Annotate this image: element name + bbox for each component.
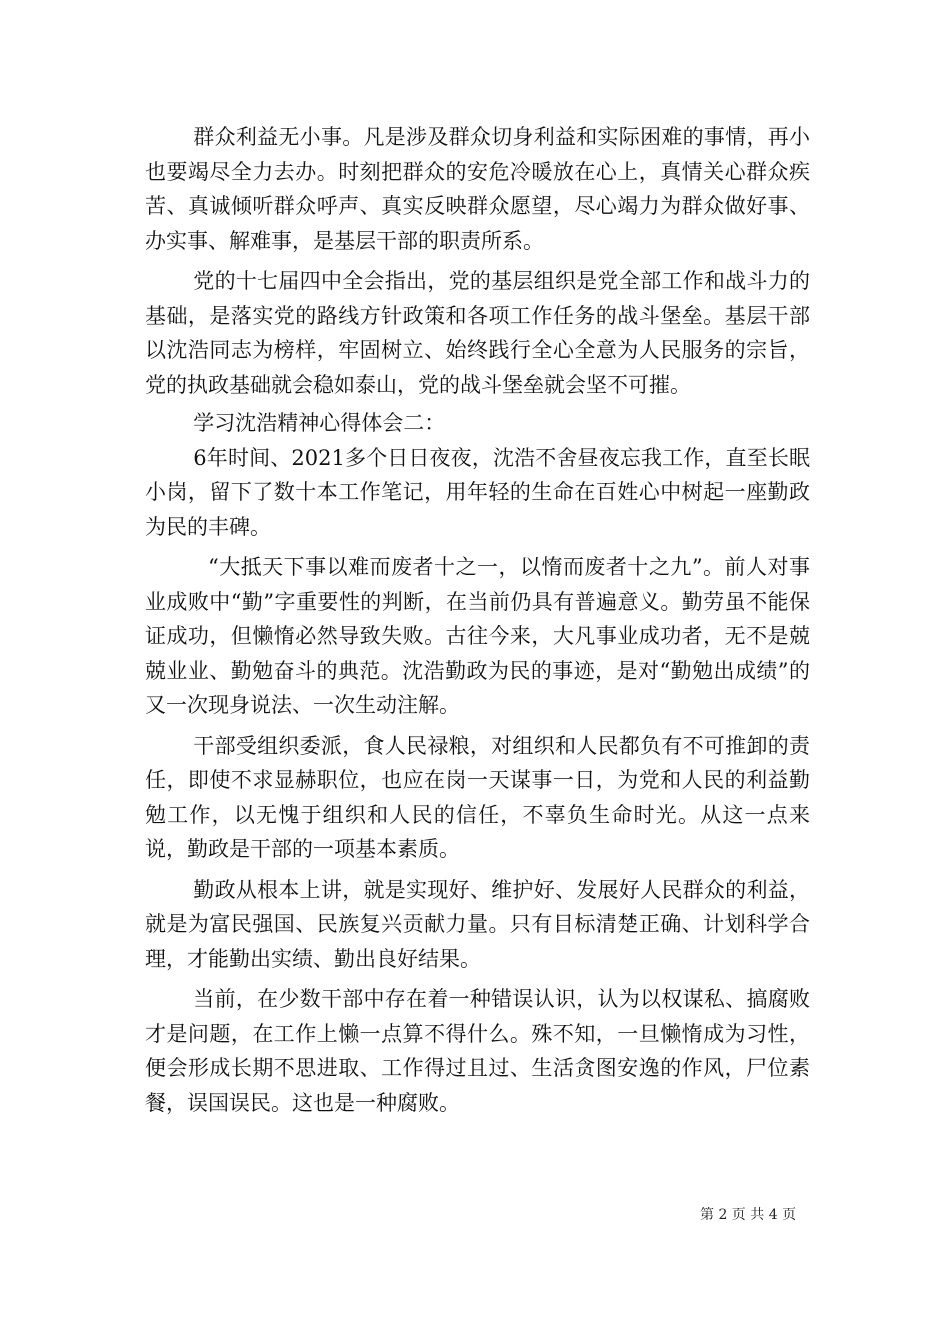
paragraph-5: 干部受组织委派，食人民禄粮，对组织和人民都负有不可推卸的责任，即使不求显赫职位，也应在岗一天谋事一日，为党和人民的利益勤勉工作，以无愧于组织和人民的信任，不辜负生命时光。从这一点来说，勤政是干部的一项基本素质。 [145, 733, 810, 861]
paragraph-3: 6年时间、2021多个日日夜夜，沈浩不舍昼夜忘我工作，直至长眠小岗，留下了数十本工作笔记，用年轻的生命在百姓心中树起一座勤政为民的丰碑。 [145, 445, 810, 539]
paragraph-4: “大抵天下事以难而废者十之一，以惰而废者十之九”。前人对事业成败中“勤”字重要性的判断，在当前仍具有普遍意义。勤劳虽不能保证成功，但懒惰必然导致失败。古往今来，大凡事业成功者，无不是兢兢业业、勤勉奋斗的典范。沈浩勤政为民的事迹，是对“勤勉出成绩”的又一次现身说法、一次生动注解。 [145, 555, 810, 717]
section-heading: 学习沈浩精神心得体会二： [193, 411, 446, 435]
paragraph-1: 群众利益无小事。凡是涉及群众切身利益和实际困难的事情，再小也要竭尽全力去办。时刻把群众的安危冷暖放在心上，真情关心群众疾苦、真诚倾听群众呼声、真实反映群众愿望，尽心竭力为群众做好事、办实事、解难事，是基层干部的职责所系。 [145, 125, 810, 253]
paragraph-2: 党的十七届四中全会指出，党的基层组织是党全部工作和战斗力的基础，是落实党的路线方针政策和各项工作任务的战斗堡垒。基层干部以沈浩同志为榜样，牢固树立、始终践行全心全意为人民服务的宗旨，党的执政基础就会稳如泰山，党的战斗堡垒就会坚不可摧。 [145, 269, 810, 397]
paragraph-7: 当前，在少数干部中存在着一种错误认识，认为以权谋私、搞腐败才是问题，在工作上懒一点算不得什么。殊不知，一旦懒惰成为习性，便会形成长期不思进取、工作得过且过、生活贪图安逸的作风，尸位素餐，误国误民。这也是一种腐败。 [145, 987, 810, 1115]
document-body [145, 120, 810, 1120]
page-number-footer: 第 2 页 共 4 页 [700, 1207, 797, 1223]
paragraph-6: 勤政从根本上讲，就是实现好、维护好、发展好人民群众的利益，就是为富民强国、民族复兴贡献力量。只有目标清楚正确、计划科学合理，才能勤出实绩、勤出良好结果。 [145, 877, 810, 971]
